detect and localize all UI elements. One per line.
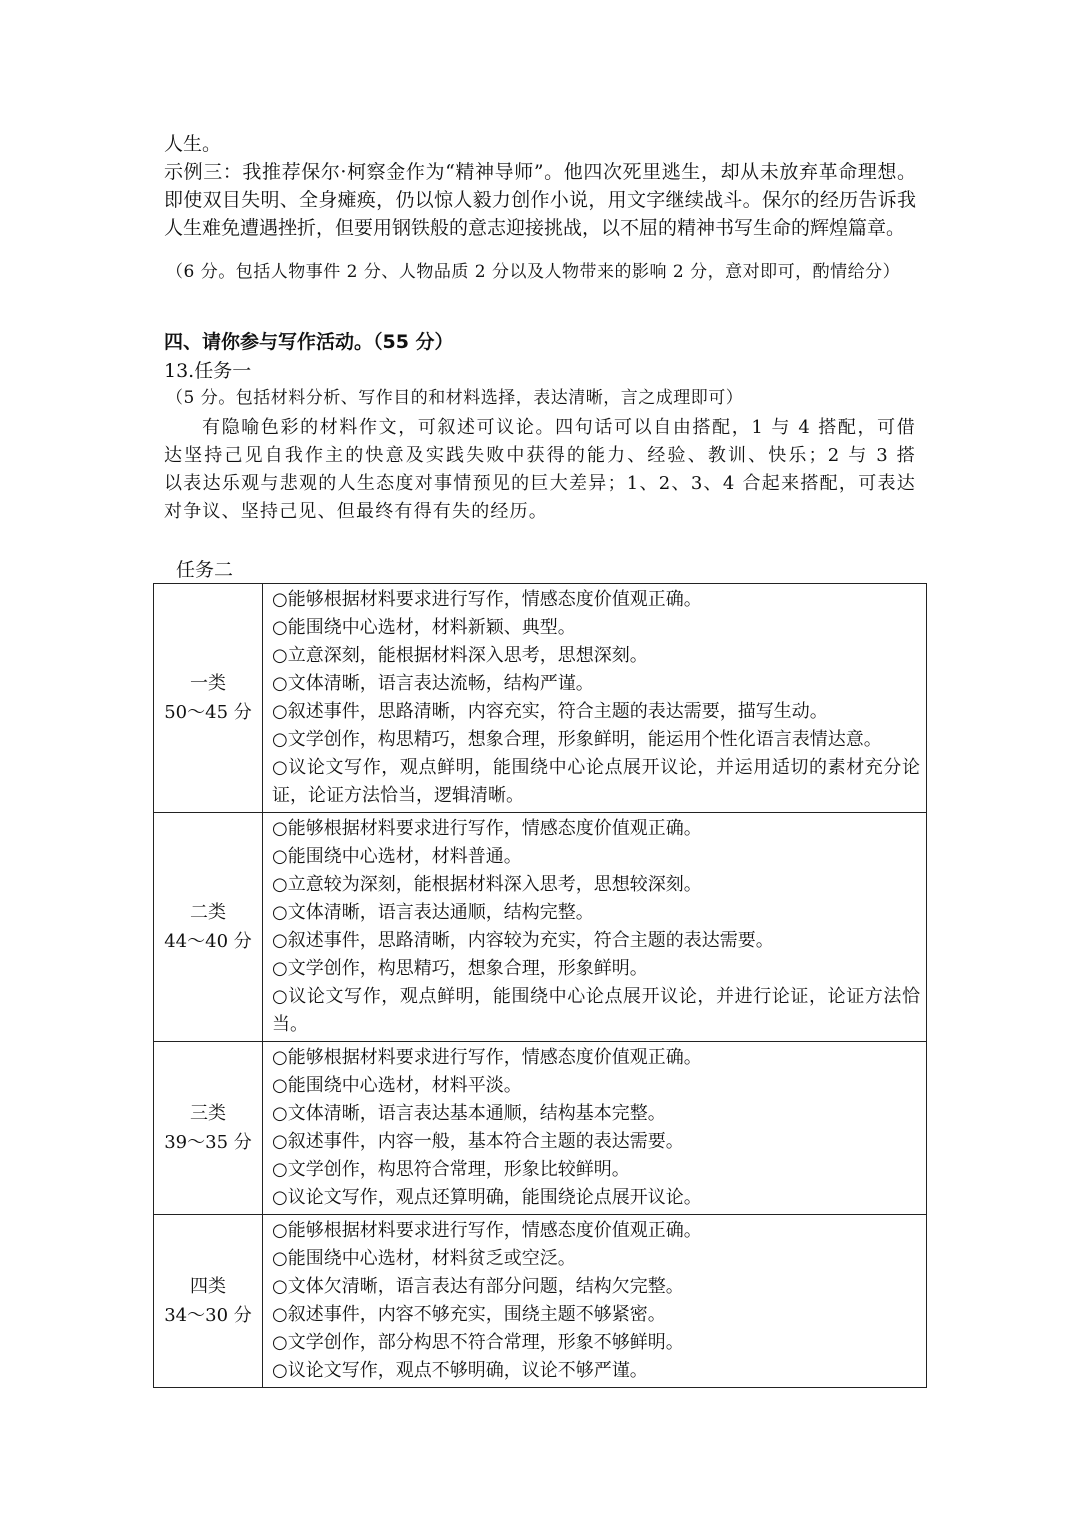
criterion: ○叙述事件，思路清晰，内容充实，符合主题的表达需要，描写生动。 xyxy=(272,701,828,722)
rubric-row-grade1 xyxy=(154,584,927,813)
task2-label: 任务二 xyxy=(176,559,234,581)
criterion: ○能够根据材料要求进行写作，情感态度价值观正确。 xyxy=(272,1220,702,1241)
criterion: ○文体欠清晰，语言表达有部分问题，结构欠完整。 xyxy=(272,1276,684,1297)
criterion: ○立意较为深刻，能根据材料深入思考，思想较深刻。 xyxy=(272,874,702,895)
criterion: ○文学创作，构思符合常理，形象比较鲜明。 xyxy=(272,1159,630,1180)
criterion: ○文体清晰，语言表达流畅，结构严谨。 xyxy=(272,673,594,694)
criteria-cell xyxy=(263,813,927,1042)
criterion: ○能围绕中心选材，材料贫乏或空泛。 xyxy=(272,1248,576,1269)
example3-line1: 示例三：我推荐保尔·柯察金作为“精神导师”。他四次死里逃生，却从未放弃革命理想。 xyxy=(164,161,916,183)
rubric-row-grade3 xyxy=(154,1042,927,1215)
grade-name: 四类 xyxy=(190,1276,226,1297)
criterion: ○叙述事件，内容不够充实，围绕主题不够紧密。 xyxy=(272,1304,666,1325)
task1-paragraph-line1: 有隐喻色彩的材料作文，可叙述可议论。四句话可以自由搭配，1 与 4 搭配，可借 xyxy=(202,417,916,438)
example3-line2: 即使双目失明、全身瘫痪，仍以惊人毅力创作小说，用文字继续战斗。保尔的经历告诉我 xyxy=(164,189,916,211)
criterion: ○能围绕中心选材，材料新颖、典型。 xyxy=(272,617,576,638)
grade-range: 39～35 分 xyxy=(164,1132,252,1153)
criterion: ○能够根据材料要求进行写作，情感态度价值观正确。 xyxy=(272,818,702,839)
section4-heading: 四、请你参与写作活动。（55 分） xyxy=(164,331,454,353)
rubric-row-grade4 xyxy=(154,1215,927,1388)
criterion: ○议论文写作，观点还算明确，能围绕论点展开议论。 xyxy=(272,1187,702,1208)
task1-score-note: （5 分。包括材料分析、写作目的和材料选择，表达清晰，言之成理即可） xyxy=(166,388,744,408)
criteria-cell xyxy=(263,584,927,813)
grade-range: 44～40 分 xyxy=(164,931,252,952)
grade-cell xyxy=(154,584,263,813)
task1-label: 13.任务一 xyxy=(164,360,252,382)
grade-name: 二类 xyxy=(190,902,226,923)
criterion: ○叙述事件，内容一般，基本符合主题的表达需要。 xyxy=(272,1131,684,1152)
criteria-cell xyxy=(263,1215,927,1388)
criterion: ○能够根据材料要求进行写作，情感态度价值观正确。 xyxy=(272,1047,702,1068)
criterion: ○文体清晰，语言表达通顺，结构完整。 xyxy=(272,902,594,923)
grade-cell xyxy=(154,1042,263,1215)
task1-paragraph-line4: 对争议、坚持己见、但最终有得有失的经历。 xyxy=(164,501,548,522)
criterion: ○议论文写作，观点鲜明，能围绕中心论点展开议论，并进行论证，论证方法恰当。 xyxy=(272,986,920,1035)
grading-rubric-table xyxy=(153,583,927,1388)
grade-range: 50～45 分 xyxy=(164,702,252,723)
criterion: ○能围绕中心选材，材料平淡。 xyxy=(272,1075,522,1096)
grade-name: 三类 xyxy=(190,1103,226,1124)
criteria-cell xyxy=(263,1042,927,1215)
score-note: （6 分。包括人物事件 2 分、人物品质 2 分以及人物带来的影响 2 分，意对即可，酌情给分） xyxy=(166,262,901,282)
rubric-row-grade2 xyxy=(154,813,927,1042)
criterion: ○立意深刻，能根据材料深入思考，思想深刻。 xyxy=(272,645,648,666)
criterion: ○议论文写作，观点鲜明，能围绕中心论点展开议论，并运用适切的素材充分论证，论证方法恰当，逻辑清晰。 xyxy=(272,757,920,806)
criterion: ○文学创作，构思精巧，想象合理，形象鲜明。 xyxy=(272,958,648,979)
criterion: ○叙述事件，思路清晰，内容较为充实，符合主题的表达需要。 xyxy=(272,930,774,951)
grade-cell xyxy=(154,813,263,1042)
example3-line3: 人生难免遭遇挫折，但要用钢铁般的意志迎接挑战，以不屈的精神书写生命的辉煌篇章。 xyxy=(164,217,906,239)
task1-paragraph-line3: 以表达乐观与悲观的人生态度对事情预见的巨大差异；1、2、3、4 合起来搭配，可表达 xyxy=(164,473,916,494)
grade-range: 34～30 分 xyxy=(164,1305,252,1326)
criterion: ○议论文写作，观点不够明确，议论不够严谨。 xyxy=(272,1360,648,1381)
criterion: ○文学创作，部分构思不符合常理，形象不够鲜明。 xyxy=(272,1332,684,1353)
criterion: ○能够根据材料要求进行写作，情感态度价值观正确。 xyxy=(272,589,702,610)
criterion: ○文学创作，构思精巧，想象合理，形象鲜明，能运用个性化语言表情达意。 xyxy=(272,729,882,750)
task1-paragraph-line2: 达坚持己见自我作主的快意及实践失败中获得的能力、经验、教训、快乐；2 与 3 搭 xyxy=(164,445,916,466)
grade-name: 一类 xyxy=(190,673,226,694)
criterion: ○能围绕中心选材，材料普通。 xyxy=(272,846,522,867)
grade-cell xyxy=(154,1215,263,1388)
text-line-rensheng: 人生。 xyxy=(164,133,222,155)
criterion: ○文体清晰，语言表达基本通顺，结构基本完整。 xyxy=(272,1103,666,1124)
